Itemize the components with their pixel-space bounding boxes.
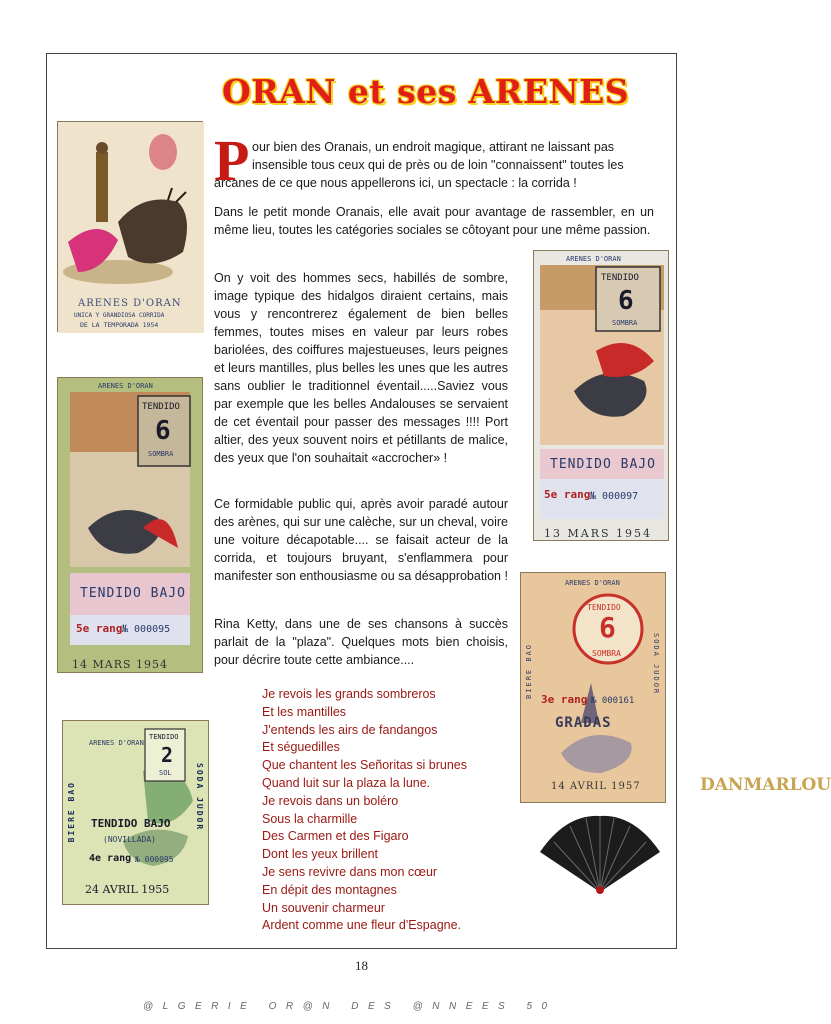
- lyric-line: Et séguedilles: [262, 740, 340, 755]
- ticket-number: 6: [155, 416, 171, 446]
- lyric-line: Je revois dans un boléro: [262, 793, 399, 808]
- ticket-section: TENDIDO BAJO: [91, 817, 171, 830]
- page-number: 18: [355, 958, 368, 973]
- lyric-line: Sous la charmille: [262, 811, 358, 826]
- ticket-left-sponsor: BIERE BAO: [525, 643, 533, 699]
- ticket-14-mars-1954: [57, 377, 203, 673]
- ticket-serial: № 000095: [135, 855, 174, 864]
- intro-paragraph: our bien des Oranais, un endroit magique, attirant ne laissant pas insensible tous ceux qui de près ou de loin "connaissent" toutes les: [252, 140, 624, 172]
- ticket-header: ARENES D'ORAN: [98, 382, 153, 390]
- ticket-header: ARENES D'ORAN: [565, 579, 620, 587]
- ticket-sol: SOL: [159, 769, 172, 777]
- footer-caption: @LGERIE OR@N DES @NNEES 50: [143, 1001, 557, 1012]
- poster-line2: DE LA TEMPORADA 1954: [80, 321, 159, 329]
- poster-line1: UNICA Y GRANDIOSA CORRIDA: [74, 312, 165, 319]
- lace-fan-image: [536, 812, 664, 902]
- lyric-line: Et les mantilles: [262, 704, 347, 719]
- ticket-number: 6: [618, 286, 634, 316]
- drop-cap: P: [214, 128, 250, 193]
- ticket-rang: 3e rang: [541, 693, 588, 706]
- paragraph-4: Ce formidable public qui, après avoir paradé autour des arènes, qui sur une calèche, sur un cheval, voire une voiture décapotable.... se faisait acteur de la corrida, et toujours bruyant, s'enflammera pour manifester son enthousiasme ou sa désapprobation !: [214, 497, 508, 583]
- poster-header: ARENES D'ORAN: [78, 298, 182, 309]
- page-title: ORAN et ses ARENES: [222, 72, 630, 111]
- ticket-serial: № 000097: [590, 491, 639, 502]
- ticket-left-sponsor: BIERE BAO: [67, 781, 76, 843]
- ticket-sombra: SOMBRA: [612, 319, 638, 327]
- ticket-date: 13 MARS 1954: [544, 527, 653, 540]
- ticket-tendido: TENDIDO: [587, 603, 621, 612]
- ticket-date: 24 AVRIL 1955: [85, 883, 170, 896]
- intro-paragraph-end: arcanes de ce que nous appellerons ici, un spectacle : la corrida !: [214, 176, 577, 190]
- lyric-line: Des Carmen et des Figaro: [262, 829, 409, 844]
- ticket-14-avril-1957: [520, 572, 666, 803]
- lyric-line: Que chantent les Señoritas si brunes: [262, 758, 467, 773]
- corrida-poster-1954: [57, 121, 203, 332]
- ticket-illustration: [63, 721, 210, 906]
- ticket-number: 2: [161, 743, 174, 767]
- ticket-header: ARENES D'ORAN: [89, 739, 144, 747]
- ticket-sombra: SOMBRA: [148, 450, 174, 458]
- ticket-header: ARENES D'ORAN: [566, 255, 621, 263]
- song-lyrics: [262, 686, 467, 935]
- ticket-number: 6: [599, 611, 616, 644]
- ticket-date: 14 MARS 1954: [72, 658, 169, 671]
- ticket-serial: № 000161: [591, 696, 635, 706]
- ticket-24-avril-1955: [62, 720, 209, 905]
- ticket-tendido: TENDIDO: [149, 733, 179, 741]
- ticket-section: GRADAS: [555, 715, 612, 731]
- ticket-sombra: SOMBRA: [592, 649, 621, 658]
- ticket-tendido: TENDIDO: [142, 402, 180, 412]
- ticket-rang: 4e rang: [89, 853, 132, 864]
- ticket-section: TENDIDO BAJO: [550, 457, 656, 472]
- paragraph-3: On y voit des hommes secs, habillés de sombre, image typique des hidalgos diraient certains, mais vous y rencontrerez également de bien belles femmes, toutes mises en valeur par leurs robes bariolées, des coiffures majestueuses, leurs peignes et leurs mantilles, plus belles les unes que les autres sans oublier le traditionnel éventail.....Saviez vous par exemple que les belles Andalouses se servaient de cet éventail pour passer des messages !!!! Port altier, des yeux souvent noirs et pétillants de malice, des yeux que l'on souhaitait «accrocher» !: [214, 271, 508, 465]
- ticket-13-mars-1954: [533, 250, 669, 541]
- ticket-date: 14 AVRIL 1957: [551, 781, 641, 792]
- lyric-line: Quand luit sur la plaza la lune.: [262, 775, 431, 790]
- lyric-line: J'entends les airs de fandangos: [262, 722, 438, 737]
- ticket-tendido: TENDIDO: [601, 273, 639, 283]
- paragraph-5: Rina Ketty, dans une de ses chansons à succès parlait de la "plaza". Quelques mots bien choisis, pour décrire toute cette ambiance....: [214, 617, 508, 667]
- paragraph-2: Dans le petit monde Oranais, elle avait pour avantage de rassembler, en un même lieu, toutes les catégories sociales se côtoyant pour une même passion.: [214, 205, 654, 237]
- lyric-line: Je sens revivre dans mon cœur: [262, 864, 438, 879]
- author-signature: DANMARLOU: [700, 775, 831, 795]
- ticket-serial: № 000095: [122, 624, 171, 635]
- ticket-right-sponsor: SODA JUDOR: [195, 763, 204, 832]
- lyric-line: En dépit des montagnes: [262, 882, 397, 897]
- ticket-sub: (NOVILLADA): [103, 835, 156, 844]
- lyric-line: Je revois les grands sombreros: [262, 687, 436, 701]
- ticket-right-sponsor: SODA JUDOR: [652, 633, 660, 696]
- lyric-line: Un souvenir charmeur: [262, 900, 385, 915]
- ticket-section: TENDIDO BAJO: [80, 586, 186, 601]
- lyric-line: Dont les yeux brillent: [262, 847, 379, 862]
- ticket-rang: 5e rang: [76, 622, 123, 635]
- lyric-line: Ardent comme une fleur d'Espagne.: [262, 918, 462, 933]
- ticket-rang: 5e rang: [544, 488, 591, 501]
